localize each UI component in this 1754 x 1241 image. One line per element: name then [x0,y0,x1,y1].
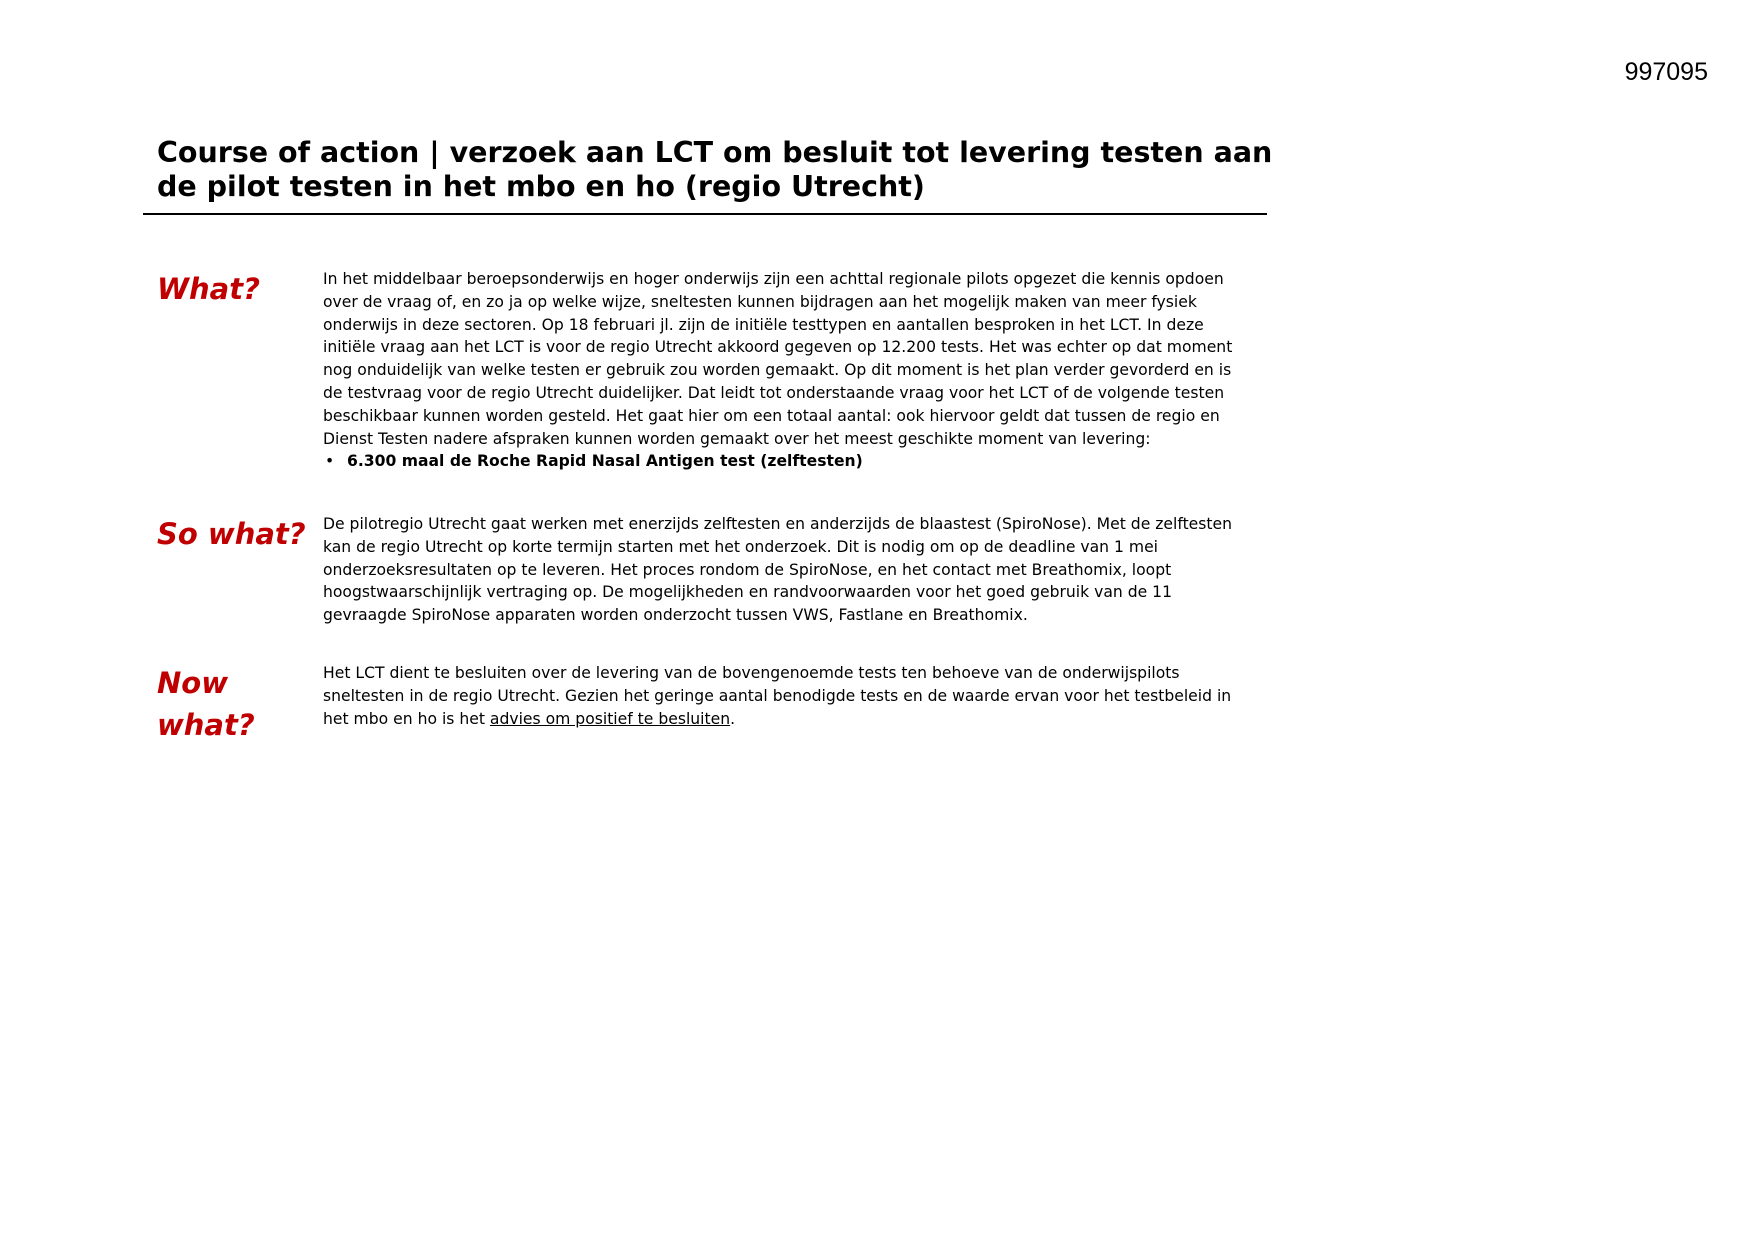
bullet-item [323,450,1253,473]
section-label-now-what [157,662,307,746]
bullet-text: 6.300 maal de Roche Rapid Nasal Antigen test (zelftesten) [347,452,863,471]
document-id: 997095 [1624,58,1708,86]
paragraph-so-what: De pilotregio Utrecht gaat werken met enerzijds zelftesten en anderzijds de blaastest (SpiroNose). Met de zelftesten kan de regio Utrecht op korte termijn starten met het onderzoek. Dit is nodig om op de deadline van 1 mei onderzoeksresultaten op te leveren. Het proces rondom de SpiroNose, en het contact met Breathomix, loopt hoogstwaarschijnlijk vertraging op. De mogelijkheden en randvoorwaarden voor het goed gebruik van de 11 gevraagde SpiroNose apparaten worden onderzocht tussen VWS, Fastlane en Breathomix. [323,515,1232,625]
section-label-now-what-line-1: Now [157,666,228,700]
section-label-now-what-line-2: what? [157,708,255,742]
bullet-dot-icon: • [325,452,335,471]
paragraph-now-what-end: . [730,709,736,728]
title-line-1: Course of action | verzoek aan LCT om besluit tot levering testen aan [157,136,1273,169]
paragraph-what: In het middelbaar beroepsonderwijs en hoger onderwijs zijn een achttal regionale pilots opgezet die kennis opdoen over de vraag of, en zo ja op welke wijze, sneltesten kunnen bijdragen aan het mogelijk maken van meer fysiek onderwijs in deze sectoren. Op 18 februari jl. zijn de initiële testtypen en aantallen besproken in het LCT. In deze initiële vraag aan het LCT is voor de regio Utrecht akkoord gegeven op 12.200 tests. Het was echter op dat moment nog onduidelijk van welke testen er gebruik zou worden gemaakt. Op dit moment is het plan verder gevorderd en is de testvraag voor de regio Utrecht duidelijker. Dat leidt tot onderstaande vraag voor het LCT of de volgende testen beschikbaar kunnen worden gesteld. Het gaat hier om een totaal aantal: ook hiervoor geldt dat tussen de regio en Dienst Testen nadere afspraken kunnen worden gemaakt over het meest geschikte moment van levering: [323,270,1233,448]
section-body-so-what [323,513,1253,627]
section-label-what: What? [157,272,260,306]
section-label-so-what: So what? [157,517,306,551]
section-body-now-what [323,662,1253,730]
advice-underlined-text: advies om positief te besluiten [489,709,731,728]
paragraph-now-what-start: Het LCT dient te besluiten over de levering van de bovengenoemde tests ten behoeve van de onderwijspilots sneltesten in de regio Utrecht. Gezien het geringe aantal benodigde tests en de waarde ervan voor het testbeleid in het mbo en ho is het [323,664,1232,728]
title-line-2: de pilot testen in het mbo en ho (regio Utrecht) [157,170,925,203]
page-title [143,136,1273,215]
paragraph-now-what [323,662,1253,730]
section-body-what [323,268,1253,473]
